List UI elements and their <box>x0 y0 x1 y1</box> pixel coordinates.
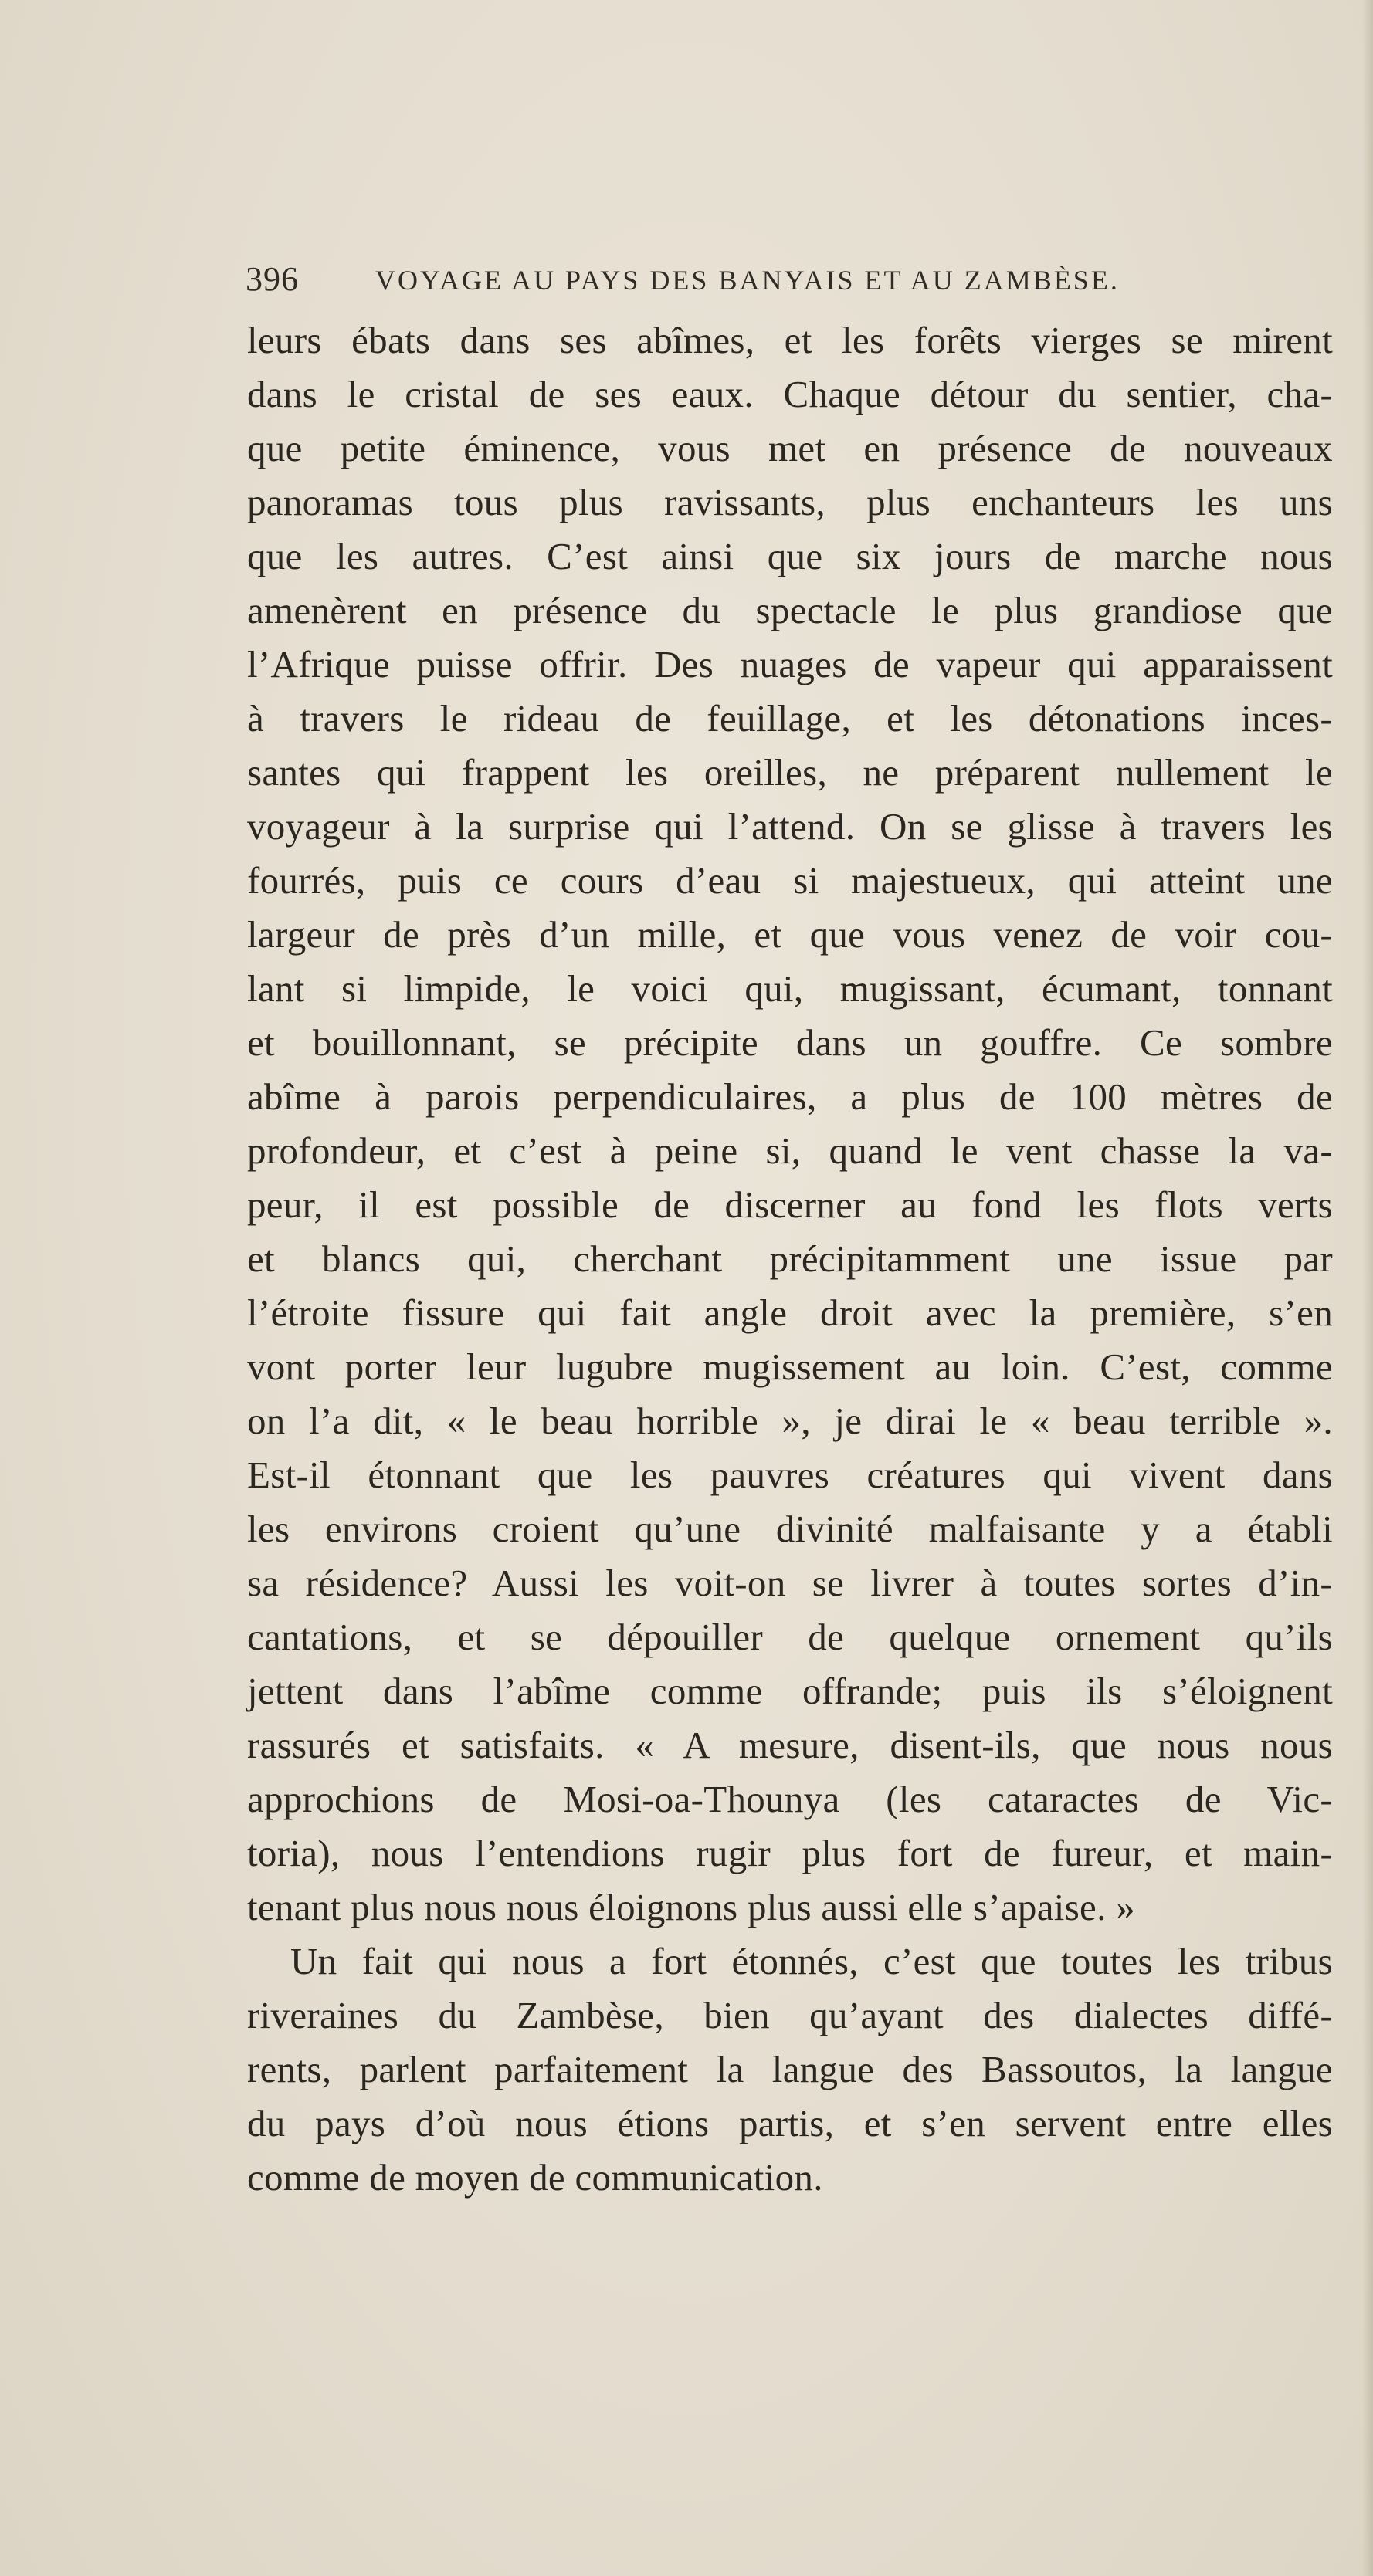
text-line: jettent dans l’abîme comme offrande; puis ils s’éloignent <box>247 1670 1333 1712</box>
paragraph-end-line: comme de moyen de communication. <box>247 2156 823 2199</box>
text-line: abîme à parois perpendiculaires, a plus de 100 mètres de <box>247 1075 1333 1118</box>
page-edge-shadow <box>1362 0 1373 2576</box>
text-line: cantations, et se dépouiller de quelque ornement qu’ils <box>247 1616 1333 1658</box>
text-line: dans le cristal de ses eaux. Chaque détour du sentier, cha- <box>247 373 1333 415</box>
text-line: sa résidence? Aussi les voit-on se livrer à toutes sortes d’in- <box>247 1562 1333 1604</box>
body-text <box>247 313 1333 2205</box>
text-line: du pays d’où nous étions partis, et s’en servent entre elles <box>247 2102 1333 2144</box>
text-line: santes qui frappent les oreilles, ne préparent nullement le <box>247 751 1333 794</box>
text-line: voyageur à la surprise qui l’attend. On se glisse à travers les <box>247 805 1333 848</box>
text-line: panoramas tous plus ravissants, plus enchanteurs les uns <box>247 481 1333 523</box>
text-line: on l’a dit, « le beau horrible », je dirai le « beau terrible ». <box>247 1400 1333 1442</box>
text-line: à travers le rideau de feuillage, et les détonations inces- <box>247 697 1333 740</box>
running-title: VOYAGE AU PAYS DES BANYAIS ET AU ZAMBÈSE. <box>375 265 1120 296</box>
text-line: rassurés et satisfaits. « A mesure, disent-ils, que nous nous <box>247 1724 1333 1766</box>
paragraph-start-line: Un fait qui nous a fort étonnés, c’est que toutes les tribus <box>290 1940 1333 1982</box>
running-head <box>246 256 1195 303</box>
text-line: largeur de près d’un mille, et que vous venez de voir cou- <box>247 913 1333 956</box>
text-line: l’Afrique puisse offrir. Des nuages de vapeur qui apparaissent <box>247 643 1333 685</box>
text-line: lant si limpide, le voici qui, mugissant, écumant, tonnant <box>247 967 1333 1010</box>
text-line: vont porter leur lugubre mugissement au loin. C’est, comme <box>247 1346 1333 1388</box>
text-line: et blancs qui, cherchant précipitamment une issue par <box>247 1237 1333 1280</box>
text-line: rents, parlent parfaitement la langue des Bassoutos, la langue <box>247 2048 1333 2090</box>
text-line: riveraines du Zambèse, bien qu’ayant des dialectes diffé- <box>247 1994 1333 2036</box>
text-line: amenèrent en présence du spectacle le plus grandiose que <box>247 589 1333 631</box>
text-line: Est-il étonnant que les pauvres créatures qui vivent dans <box>247 1454 1333 1496</box>
text-line: fourrés, puis ce cours d’eau si majestueux, qui atteint une <box>247 859 1333 902</box>
text-line: peur, il est possible de discerner au fond les flots verts <box>247 1183 1333 1226</box>
text-line: les environs croient qu’une divinité malfaisante y a établi <box>247 1508 1333 1550</box>
paragraph-end-line: tenant plus nous nous éloignons plus aussi elle s’apaise. » <box>247 1886 1136 1928</box>
text-line: toria), nous l’entendions rugir plus fort de fureur, et main- <box>247 1832 1333 1874</box>
text-line: que petite éminence, vous met en présence de nouveaux <box>247 427 1333 469</box>
text-line: l’étroite fissure qui fait angle droit avec la première, s’en <box>247 1291 1333 1334</box>
page-number: 396 <box>246 260 299 298</box>
text-line: approchions de Mosi-oa-Thounya (les cataractes de Vic- <box>247 1778 1333 1820</box>
text-line: et bouillonnant, se précipite dans un gouffre. Ce sombre <box>247 1021 1333 1064</box>
text-line: profondeur, et c’est à peine si, quand le vent chasse la va- <box>247 1129 1333 1172</box>
text-line: leurs ébats dans ses abîmes, et les forêts vierges se mirent <box>247 319 1333 361</box>
text-line: que les autres. C’est ainsi que six jours de marche nous <box>247 535 1333 577</box>
